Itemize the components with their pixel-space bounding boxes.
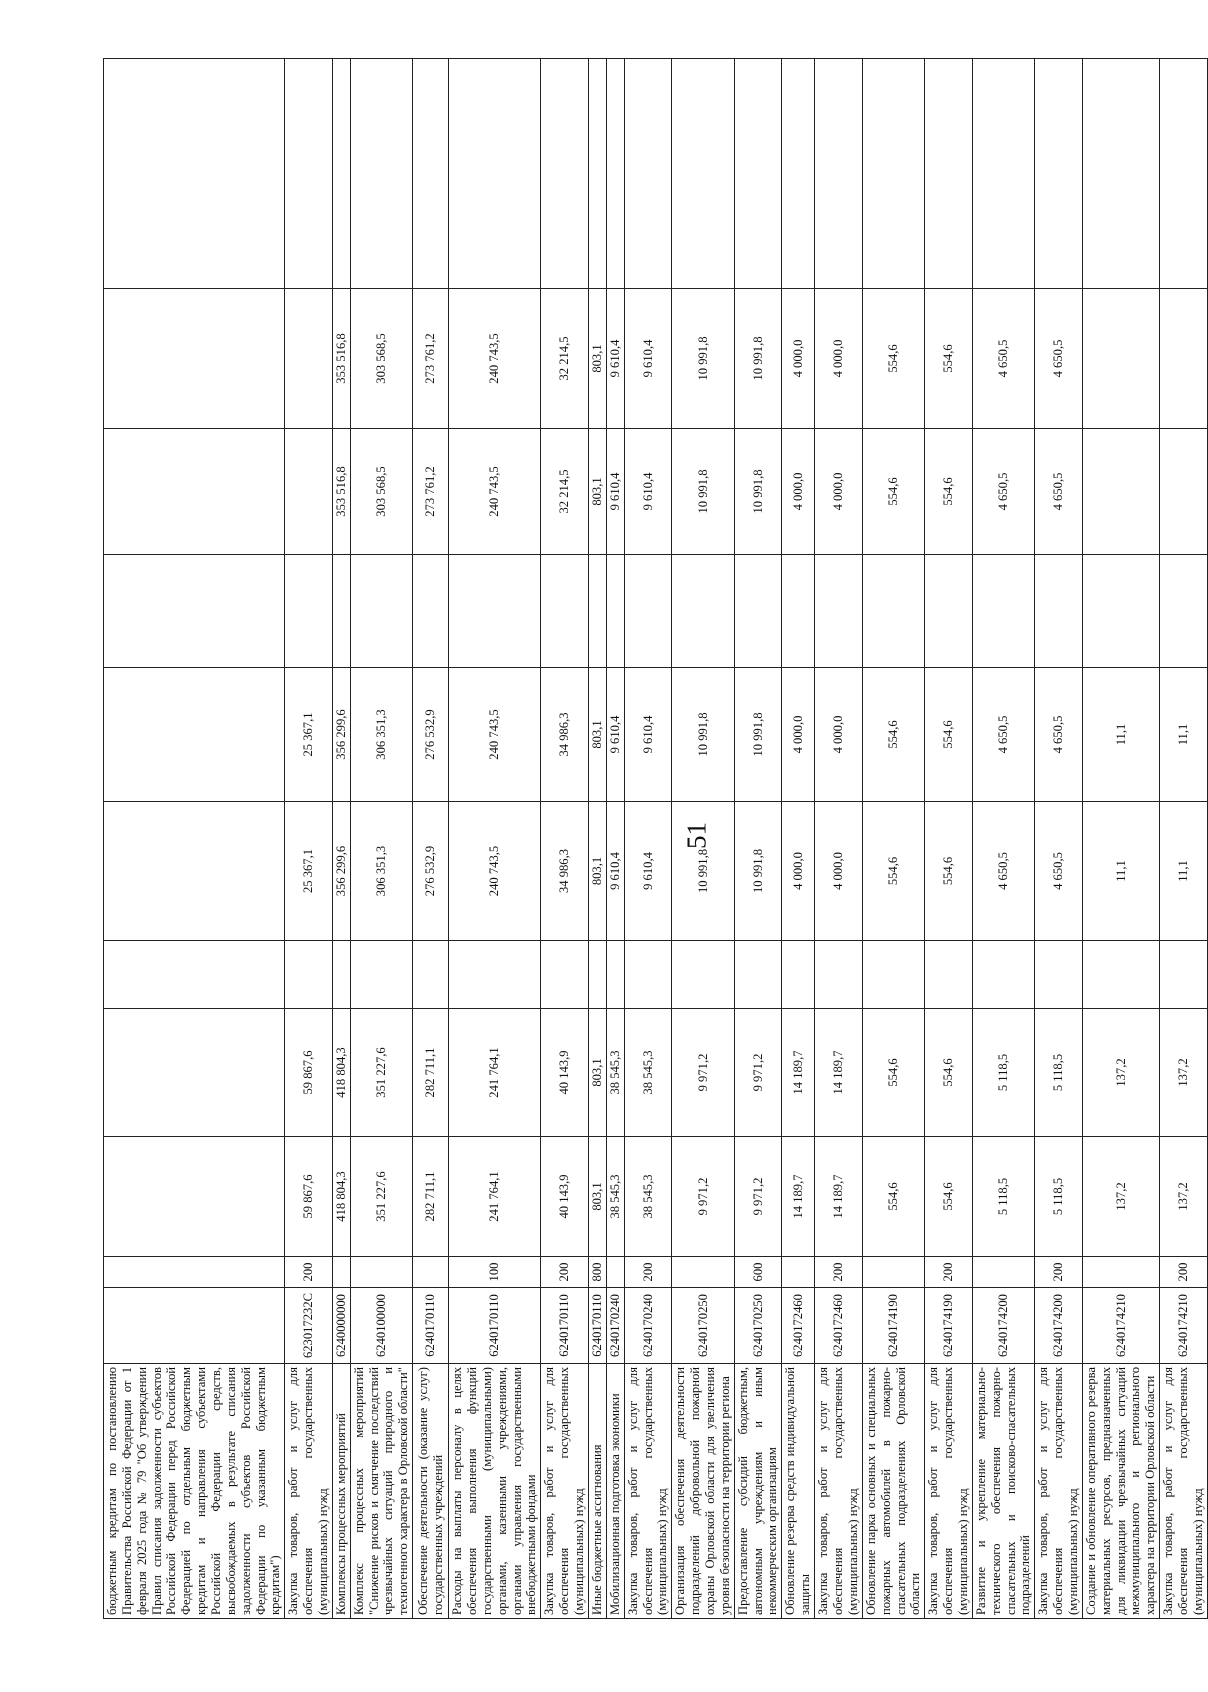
table-cell-value — [332, 59, 350, 289]
table-cell-value: 351 227,6 — [350, 1009, 412, 1137]
table-cell-value — [624, 555, 672, 668]
table-row — [972, 59, 1034, 1619]
table-cell-value: 273 761,2 — [413, 429, 449, 555]
table-cell-code: 6240000000 — [332, 1288, 350, 1364]
table-cell-name: Закупка товаров, работ и услуг для обеспечения государственных (муниципальных) нужд — [925, 1364, 973, 1619]
table-cell-value — [449, 941, 541, 1009]
table-cell-value — [972, 555, 1034, 668]
table-cell-value: 803,1 — [588, 1009, 606, 1137]
table-cell-value — [104, 941, 285, 1009]
table-cell-value — [541, 941, 589, 1009]
table-cell-value: 32 214,5 — [541, 429, 589, 555]
table-row — [449, 59, 541, 1619]
table-cell-code: 6240170110 — [449, 1288, 541, 1364]
table-cell-value — [734, 555, 782, 668]
table-cell-value: 356 299,6 — [332, 802, 350, 941]
table-cell-name: Расходы на выплаты персоналу в целях обеспечения выполнения функций государственными (муниципальными) органами, казенными учреждениями, органами управления государственными внебюджетными фондами — [449, 1364, 541, 1619]
table-cell-code: 6240174200 — [972, 1288, 1034, 1364]
table-cell-value: 803,1 — [588, 429, 606, 555]
table-cell-value — [588, 59, 606, 289]
table-cell-code: 6240170240 — [606, 1288, 624, 1364]
table-cell-value: 40 143,9 — [541, 1137, 589, 1257]
table-cell-value: 803,1 — [588, 668, 606, 802]
table-cell-value: 137,2 — [1160, 1137, 1208, 1257]
table-cell-code: 6240172460 — [782, 1288, 815, 1364]
table-cell-code: 6240170110 — [413, 1288, 449, 1364]
table-cell-value: 803,1 — [588, 289, 606, 429]
table-cell-value — [862, 555, 924, 668]
table-cell-value: 38 545,3 — [624, 1009, 672, 1137]
table-cell-value: 4 000,0 — [815, 289, 863, 429]
table-cell-value: 32 214,5 — [541, 289, 589, 429]
table-cell-value — [1082, 289, 1159, 429]
table-cell-value — [350, 555, 412, 668]
table-cell-value — [1082, 941, 1159, 1009]
table-cell-code: 6240174210 — [1082, 1288, 1159, 1364]
table-cell-value: 59 867,6 — [285, 1137, 333, 1257]
table-cell-expense-type: 600 — [734, 1257, 782, 1288]
table-cell-value: 303 568,5 — [350, 429, 412, 555]
table-cell-value: 303 568,5 — [350, 289, 412, 429]
table-cell-value: 11,1 — [1160, 802, 1208, 941]
table-cell-value: 4 650,5 — [972, 289, 1034, 429]
table-cell-value: 9 610,4 — [606, 429, 624, 555]
table-cell-value: 418 804,3 — [332, 1009, 350, 1137]
table-cell-value: 803,1 — [588, 802, 606, 941]
table-cell-code: 6240170110 — [541, 1288, 589, 1364]
table-cell-value — [104, 802, 285, 941]
table-cell-name: Закупка товаров, работ и услуг для обеспечения государственных (муниципальных) нужд — [541, 1364, 589, 1619]
table-cell-value: 137,2 — [1082, 1009, 1159, 1137]
table-row — [734, 59, 782, 1619]
table-cell-value — [624, 59, 672, 289]
table-cell-value — [1035, 59, 1083, 289]
table-cell-value — [104, 555, 285, 668]
table-cell-value: 14 189,7 — [815, 1009, 863, 1137]
table-cell-value: 4 000,0 — [782, 802, 815, 941]
table-cell-expense-type — [350, 1257, 412, 1288]
table-cell-value: 4 650,5 — [972, 429, 1034, 555]
table-cell-value: 4 000,0 — [815, 802, 863, 941]
table-row — [624, 59, 672, 1619]
table-cell-name: бюджетным кредитам по постановлению Правительства Российской Федерации от 1 февраля 2025 года № 79 "Об утверждении Правил списания задолженности субъектов Российской Федерации перед Российской Федерацией по отдельным бюджетным кредитам и направления субъектами Российской Федерации средств, высвобождаемых в результате списания задолженности субъектов Российской Федерации по указанным бюджетным кредитам") — [104, 1364, 285, 1619]
table-cell-value: 10 991,8 — [672, 802, 734, 941]
table-cell-expense-type: 200 — [1160, 1257, 1208, 1288]
table-cell-value: 38 545,3 — [606, 1009, 624, 1137]
table-cell-value: 5 118,5 — [972, 1137, 1034, 1257]
table-cell-value: 14 189,7 — [782, 1137, 815, 1257]
table-cell-value: 353 516,8 — [332, 429, 350, 555]
table-row — [1035, 59, 1083, 1619]
table-cell-value: 554,6 — [925, 802, 973, 941]
table-cell-value — [862, 941, 924, 1009]
table-cell-value: 554,6 — [862, 668, 924, 802]
table-cell-expense-type: 200 — [624, 1257, 672, 1288]
table-cell-value — [285, 59, 333, 289]
table-cell-value: 4 650,5 — [1035, 802, 1083, 941]
table-cell-code: 6240174210 — [1160, 1288, 1208, 1364]
table-row — [413, 59, 449, 1619]
table-cell-value: 9 610,4 — [606, 289, 624, 429]
table-cell-value — [285, 289, 333, 429]
table-cell-value: 4 000,0 — [782, 429, 815, 555]
table-cell-value — [782, 59, 815, 289]
table-cell-value: 14 189,7 — [782, 1009, 815, 1137]
table-cell-value: 4 000,0 — [782, 668, 815, 802]
table-cell-value — [606, 59, 624, 289]
table-cell-value — [285, 429, 333, 555]
table-cell-value — [1035, 555, 1083, 668]
table-cell-value: 34 986,3 — [541, 802, 589, 941]
table-cell-value: 240 743,5 — [449, 429, 541, 555]
table-cell-value: 10 991,8 — [672, 289, 734, 429]
table-cell-expense-type: 200 — [925, 1257, 973, 1288]
table-cell-value: 554,6 — [925, 1009, 973, 1137]
table-cell-value: 418 804,3 — [332, 1137, 350, 1257]
table-cell-value — [815, 555, 863, 668]
table-cell-value — [782, 941, 815, 1009]
table-cell-value — [588, 555, 606, 668]
table-cell-value: 5 118,5 — [1035, 1137, 1083, 1257]
table-cell-value — [815, 59, 863, 289]
table-cell-value: 554,6 — [862, 429, 924, 555]
table-cell-value: 241 764,1 — [449, 1009, 541, 1137]
table-row — [541, 59, 589, 1619]
table-cell-value — [672, 941, 734, 1009]
table-cell-value — [104, 668, 285, 802]
rotated-table-frame — [103, 89, 1205, 1619]
table-cell-value — [104, 59, 285, 289]
table-cell-value: 9 971,2 — [672, 1009, 734, 1137]
table-cell-name: Обеспечение деятельности (оказание услуг) государственных учреждений — [413, 1364, 449, 1619]
table-cell-value — [350, 941, 412, 1009]
table-cell-value — [104, 289, 285, 429]
table-cell-value: 554,6 — [925, 289, 973, 429]
table-cell-value — [734, 59, 782, 289]
table-cell-code — [104, 1288, 285, 1364]
table-cell-expense-type — [332, 1257, 350, 1288]
table-cell-expense-type — [782, 1257, 815, 1288]
table-cell-value: 240 743,5 — [449, 289, 541, 429]
table-cell-value: 11,1 — [1082, 668, 1159, 802]
table-cell-value: 38 545,3 — [606, 1137, 624, 1257]
table-cell-value: 4 650,5 — [972, 802, 1034, 941]
table-cell-value: 9 610,4 — [624, 289, 672, 429]
table-cell-value: 10 991,8 — [672, 668, 734, 802]
table-cell-value — [104, 1009, 285, 1137]
table-row — [862, 59, 924, 1619]
table-row — [332, 59, 350, 1619]
table-cell-value: 282 711,1 — [413, 1009, 449, 1137]
table-cell-name: Комплекс процессных мероприятий "Снижение рисков и смягчение последствий чрезвычайных ситуаций природного и техногенного характера в Орловской области" — [350, 1364, 412, 1619]
table-cell-value: 282 711,1 — [413, 1137, 449, 1257]
table-cell-value — [925, 555, 973, 668]
table-cell-value: 11,1 — [1160, 668, 1208, 802]
table-cell-name: Закупка товаров, работ и услуг для обеспечения государственных (муниципальных) нужд — [1035, 1364, 1083, 1619]
table-cell-value: 240 743,5 — [449, 668, 541, 802]
table-cell-value: 554,6 — [862, 1137, 924, 1257]
table-cell-expense-type: 200 — [541, 1257, 589, 1288]
table-cell-value — [606, 555, 624, 668]
table-cell-code: 6240170110 — [588, 1288, 606, 1364]
table-row — [606, 59, 624, 1619]
table-cell-code: 6240174190 — [925, 1288, 973, 1364]
table-cell-expense-type: 200 — [1035, 1257, 1083, 1288]
table-cell-value: 9 971,2 — [734, 1009, 782, 1137]
table-cell-value: 554,6 — [862, 802, 924, 941]
table-cell-expense-type: 800 — [588, 1257, 606, 1288]
table-cell-expense-type — [672, 1257, 734, 1288]
table-cell-name: Мобилизационная подготовка экономики — [606, 1364, 624, 1619]
table-cell-value: 554,6 — [925, 429, 973, 555]
table-cell-expense-type — [972, 1257, 1034, 1288]
table-cell-code: 6240174190 — [862, 1288, 924, 1364]
table-cell-name: Обновление парка основных и специальных пожарных автомобилей в пожарно-спасательных подразделениях Орловской области — [862, 1364, 924, 1619]
table-cell-value — [815, 941, 863, 1009]
table-row — [815, 59, 863, 1619]
table-cell-code: 6240100000 — [350, 1288, 412, 1364]
table-cell-value: 38 545,3 — [624, 1137, 672, 1257]
table-row — [350, 59, 412, 1619]
table-cell-value: 554,6 — [862, 1009, 924, 1137]
table-cell-value — [588, 941, 606, 1009]
table-cell-value: 4 000,0 — [815, 429, 863, 555]
table-cell-value: 137,2 — [1160, 1009, 1208, 1137]
table-cell-code: 623017232C — [285, 1288, 333, 1364]
table-cell-value — [541, 555, 589, 668]
table-cell-value: 59 867,6 — [285, 1009, 333, 1137]
table-cell-name: Закупка товаров, работ и услуг для обеспечения государственных (муниципальных) нужд — [1160, 1364, 1208, 1619]
table-cell-name: Иные бюджетные ассигнования — [588, 1364, 606, 1619]
table-cell-value — [285, 941, 333, 1009]
table-cell-value — [104, 429, 285, 555]
table-cell-value: 353 516,8 — [332, 289, 350, 429]
table-cell-value: 273 761,2 — [413, 289, 449, 429]
table-cell-value: 9 610,4 — [624, 668, 672, 802]
table-cell-value: 5 118,5 — [972, 1009, 1034, 1137]
table-cell-value — [350, 59, 412, 289]
table-cell-name: Закупка товаров, работ и услуг для обеспечения государственных (муниципальных) нужд — [624, 1364, 672, 1619]
table-cell-value: 9 971,2 — [734, 1137, 782, 1257]
table-cell-code: 6240170240 — [624, 1288, 672, 1364]
table-cell-value: 34 986,3 — [541, 668, 589, 802]
table-cell-value: 10 991,8 — [734, 668, 782, 802]
table-cell-value — [413, 555, 449, 668]
table-cell-expense-type — [413, 1257, 449, 1288]
table-cell-value: 9 610,4 — [606, 802, 624, 941]
table-row — [1160, 59, 1208, 1619]
table-cell-value — [1160, 429, 1208, 555]
table-cell-code: 6240170250 — [734, 1288, 782, 1364]
table-cell-value — [413, 59, 449, 289]
table-cell-value: 5 118,5 — [1035, 1009, 1083, 1137]
table-cell-value: 4 650,5 — [972, 668, 1034, 802]
budget-table — [103, 58, 1208, 1619]
table-cell-expense-type — [1082, 1257, 1159, 1288]
table-cell-value: 10 991,8 — [672, 429, 734, 555]
table-cell-value — [449, 59, 541, 289]
table-cell-value — [925, 941, 973, 1009]
table-cell-value — [1082, 429, 1159, 555]
table-cell-value — [782, 555, 815, 668]
table-cell-value: 4 650,5 — [1035, 668, 1083, 802]
table-cell-value — [104, 1137, 285, 1257]
table-cell-value — [672, 59, 734, 289]
table-cell-value — [332, 555, 350, 668]
table-body — [104, 59, 1208, 1619]
table-cell-value: 803,1 — [588, 1137, 606, 1257]
table-cell-name: Создание и обновление оперативного резерва материальных ресурсов, предназначенных для ликвидации чрезвычайных ситуаций межмуниципального и регионального характера на территории Орловской области — [1082, 1364, 1159, 1619]
table-cell-value: 241 764,1 — [449, 1137, 541, 1257]
table-cell-value: 4 000,0 — [782, 289, 815, 429]
table-cell-name: Комплексы процессных мероприятий — [332, 1364, 350, 1619]
table-cell-value — [449, 555, 541, 668]
table-cell-value: 25 367,1 — [285, 802, 333, 941]
table-cell-value — [672, 555, 734, 668]
table-cell-value: 9 610,4 — [624, 429, 672, 555]
table-cell-value: 11,1 — [1082, 802, 1159, 941]
table-cell-code: 6240174200 — [1035, 1288, 1083, 1364]
table-cell-value — [541, 59, 589, 289]
table-cell-code: 6240170250 — [672, 1288, 734, 1364]
table-cell-name: Развитие и укрепление материально-технического обеспечения пожарно-спасательных и поисково-спасательных подразделений — [972, 1364, 1034, 1619]
table-cell-value: 14 189,7 — [815, 1137, 863, 1257]
table-cell-value — [1082, 59, 1159, 289]
table-cell-value — [972, 941, 1034, 1009]
table-cell-value: 554,6 — [862, 289, 924, 429]
table-cell-value: 9 971,2 — [672, 1137, 734, 1257]
table-cell-name: Закупка товаров, работ и услуг для обеспечения государственных (муниципальных) нужд — [285, 1364, 333, 1619]
table-row — [782, 59, 815, 1619]
table-cell-code: 6240172460 — [815, 1288, 863, 1364]
table-cell-value: 9 610,4 — [624, 802, 672, 941]
table-row — [925, 59, 973, 1619]
table-cell-name: Обновление резерва средств индивидуальной защиты — [782, 1364, 815, 1619]
table-cell-value — [925, 59, 973, 289]
table-cell-value: 554,6 — [925, 668, 973, 802]
table-cell-value: 137,2 — [1082, 1137, 1159, 1257]
table-cell-expense-type: 200 — [815, 1257, 863, 1288]
table-cell-value: 351 227,6 — [350, 1137, 412, 1257]
table-cell-value: 276 532,9 — [413, 668, 449, 802]
table-cell-name: Предоставление субсидий бюджетным, автономным учреждениям и иным некоммерческим организациям — [734, 1364, 782, 1619]
table-cell-expense-type: 100 — [449, 1257, 541, 1288]
table-cell-value — [413, 941, 449, 1009]
page-number: 51 — [681, 822, 712, 849]
table-cell-value: 4 650,5 — [1035, 289, 1083, 429]
table-cell-value — [606, 941, 624, 1009]
table-cell-value — [332, 941, 350, 1009]
table-cell-value: 276 532,9 — [413, 802, 449, 941]
table-cell-value: 10 991,8 — [734, 289, 782, 429]
rotated-table-container — [103, 89, 1205, 1619]
table-cell-value: 10 991,8 — [734, 429, 782, 555]
table-cell-value — [285, 555, 333, 668]
table-cell-expense-type — [104, 1257, 285, 1288]
table-row — [672, 59, 734, 1619]
table-cell-value: 306 351,3 — [350, 802, 412, 941]
table-cell-expense-type — [862, 1257, 924, 1288]
table-cell-value: 4 000,0 — [815, 668, 863, 802]
table-row — [285, 59, 333, 1619]
table-cell-value: 306 351,3 — [350, 668, 412, 802]
table-row — [588, 59, 606, 1619]
table-cell-value: 356 299,6 — [332, 668, 350, 802]
table-cell-value — [1160, 555, 1208, 668]
table-cell-value — [1160, 59, 1208, 289]
table-cell-expense-type: 200 — [285, 1257, 333, 1288]
table-cell-value: 25 367,1 — [285, 668, 333, 802]
table-cell-expense-type — [606, 1257, 624, 1288]
table-cell-value — [734, 941, 782, 1009]
table-cell-value — [862, 59, 924, 289]
table-row — [104, 59, 285, 1619]
table-cell-value — [1160, 941, 1208, 1009]
table-cell-value — [624, 941, 672, 1009]
table-cell-value — [1160, 289, 1208, 429]
table-cell-value: 40 143,9 — [541, 1009, 589, 1137]
table-cell-value: 9 610,4 — [606, 668, 624, 802]
table-row — [1082, 59, 1159, 1619]
table-cell-value — [1082, 555, 1159, 668]
table-cell-name: Закупка товаров, работ и услуг для обеспечения государственных (муниципальных) нужд — [815, 1364, 863, 1619]
table-cell-value: 554,6 — [925, 1137, 973, 1257]
table-cell-name: Организация обеспечения деятельности подразделений добровольной пожарной охраны Орловской области для увеличения уровня безопасности на территории региона — [672, 1364, 734, 1619]
table-cell-value — [1035, 941, 1083, 1009]
table-cell-value: 240 743,5 — [449, 802, 541, 941]
table-cell-value: 4 650,5 — [1035, 429, 1083, 555]
table-cell-value: 10 991,8 — [734, 802, 782, 941]
table-cell-value — [972, 59, 1034, 289]
